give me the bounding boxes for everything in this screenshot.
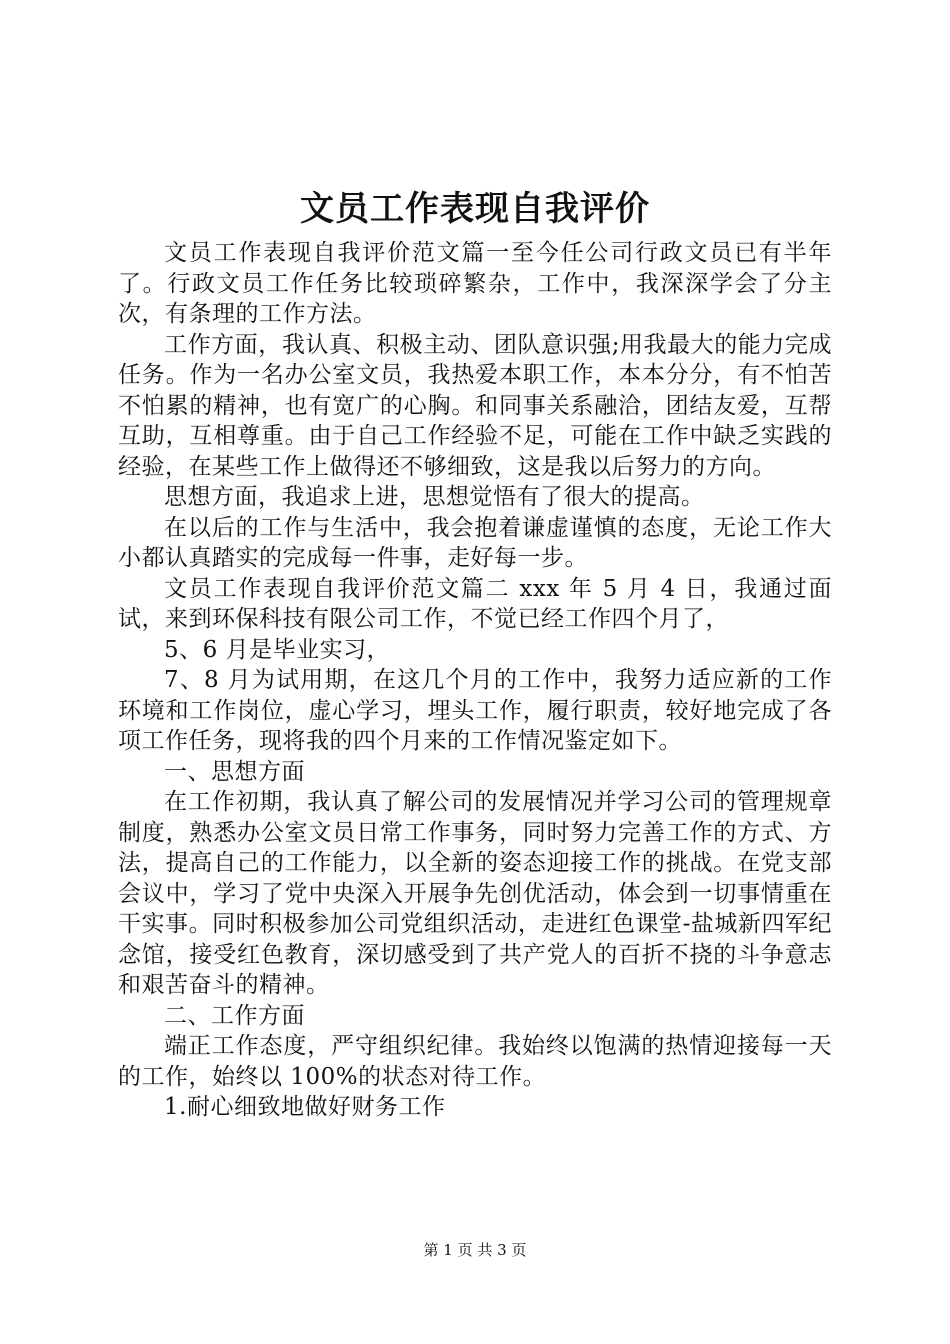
paragraph: 端正工作态度，严守组织纪律。我始终以饱满的热情迎接每一天的工作，始终以 100%的状态对待工作。 xyxy=(118,1033,832,1090)
paragraph: 在工作初期，我认真了解公司的发展情况并学习公司的管理规章制度，熟悉办公室文员日常工作事务，同时努力完善工作的方式、方法，提高自己的工作能力，以全新的姿态迎接工作的挑战。在党支部会议中，学习了党中央深入开展争先创优活动，体会到一切事情重在干实事。同时积极参加公司党组织活动，走进红色课堂-盐城新四军纪念馆，接受红色教育，深切感受到了共产党人的百折不挠的斗争意志和艰苦奋斗的精神。 xyxy=(118,789,832,998)
section-heading-work: 二、工作方面 xyxy=(164,1002,305,1029)
paragraph: 思想方面，我追求上进，思想觉悟有了很大的提高。 xyxy=(164,484,705,510)
paragraph: 文员工作表现自我评价范文篇一至今任公司行政文员已有半年了。行政文员工作任务比较琐碎繁杂，工作中，我深深学会了分主次，有条理的工作方法。 xyxy=(118,240,832,327)
paragraph: 文员工作表现自我评价范文篇二 xxx 年 5 月 4 日，我通过面试，来到环保科技有限公司工作，不觉已经工作四个月了， xyxy=(118,575,832,632)
page-footer: 第 1 页 共 3 页 xyxy=(423,1241,527,1259)
document-page xyxy=(118,180,832,1123)
section-heading-thought: 一、思想方面 xyxy=(164,758,305,785)
paragraph: 工作方面，我认真、积极主动、团队意识强;用我最大的能力完成任务。作为一名办公室文员，我热爱本职工作，本本分分，有不怕苦不怕累的精神，也有宽广的心胸。和同事关系融洽，团结友爱，互帮互助，互相尊重。由于自己工作经验不足，可能在工作中缺乏实践的经验，在某些工作上做得还不够细致，这是我以后努力的方向。 xyxy=(118,331,832,480)
paragraph: 在以后的工作与生活中，我会抱着谦虚谨慎的态度，无论工作大小都认真踏实的完成每一件事，走好每一步。 xyxy=(118,514,832,571)
subsection-heading: 1.耐心细致地做好财务工作 xyxy=(164,1094,446,1120)
paragraph: 7、8 月为试用期，在这几个月的工作中，我努力适应新的工作环境和工作岗位，虚心学习，埋头工作，履行职责，较好地完成了各项工作任务，现将我的四个月来的工作情况鉴定如下。 xyxy=(118,667,832,754)
document-title: 文员工作表现自我评价 xyxy=(300,189,650,229)
paragraph: 5、6 月是毕业实习， xyxy=(164,636,391,663)
document-body xyxy=(118,238,832,1123)
